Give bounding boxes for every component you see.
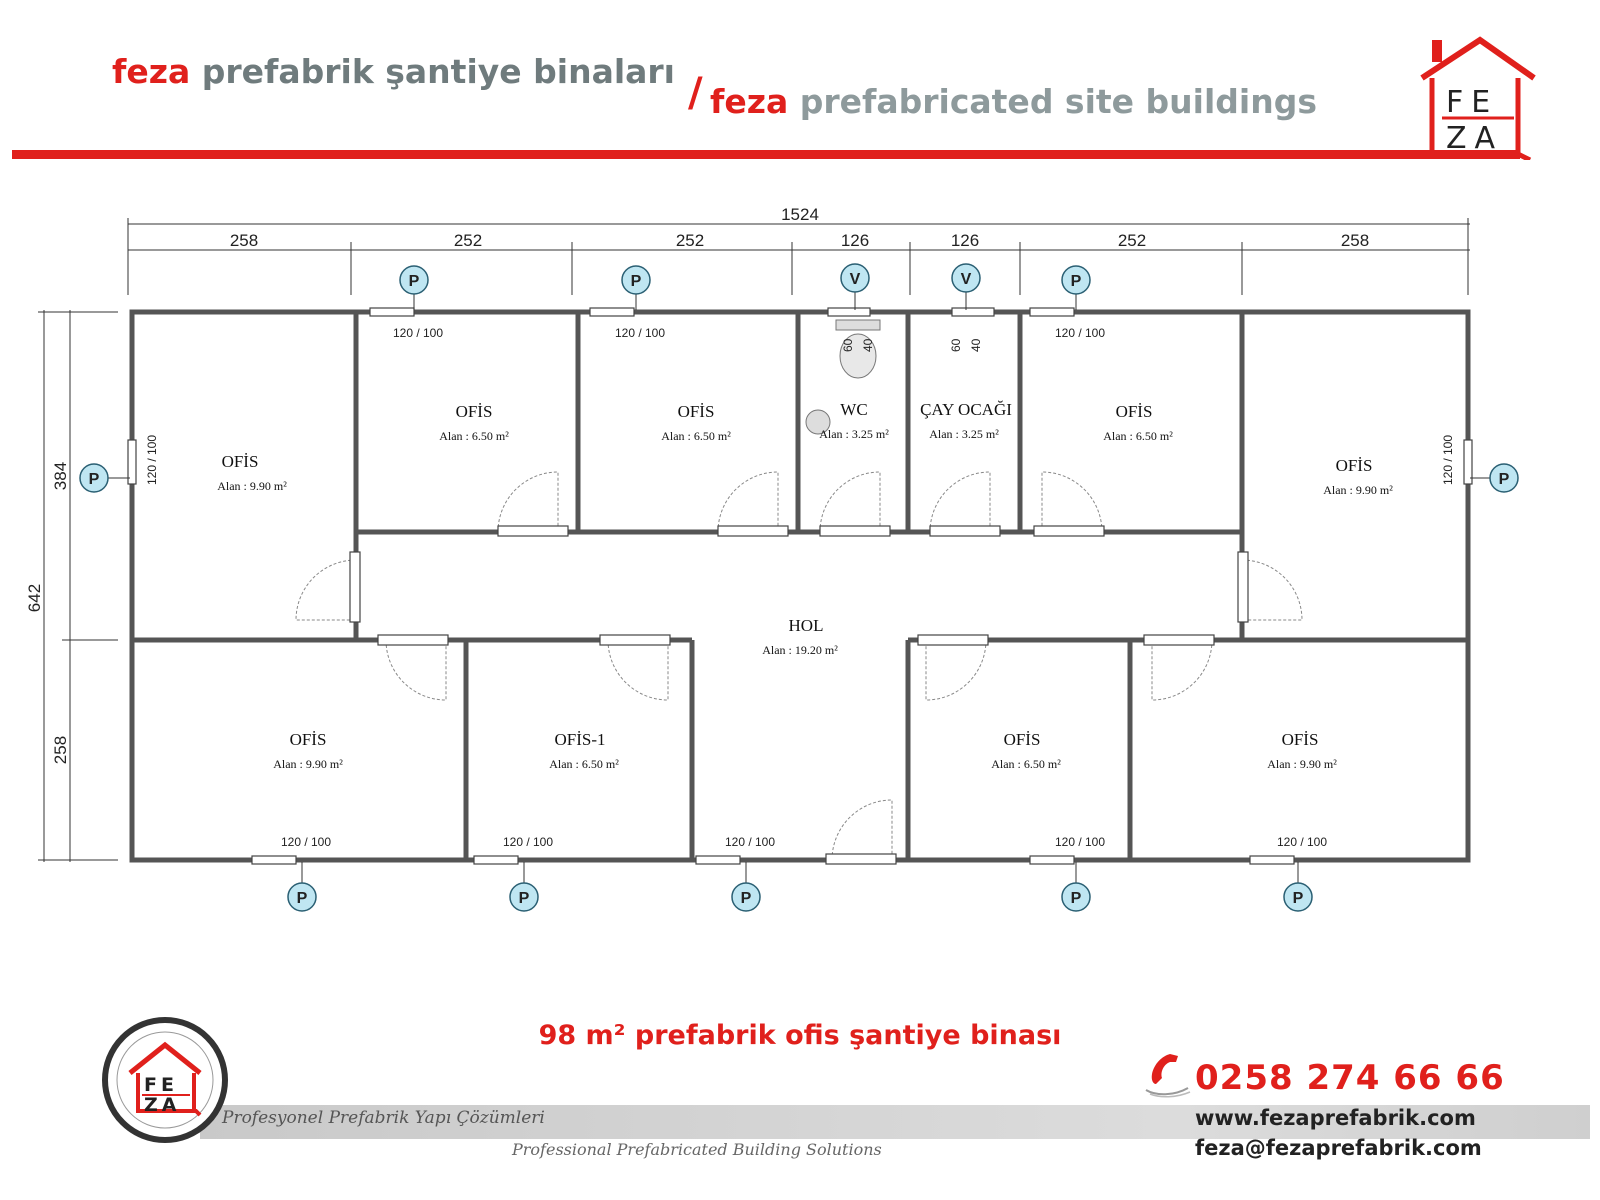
room-name: OFİS xyxy=(289,730,327,749)
window-label: 120 / 100 xyxy=(1054,326,1106,340)
room-name: OFİS xyxy=(677,402,715,421)
v-marker-label: V xyxy=(960,271,972,288)
dim-depth-lower: 258 xyxy=(51,735,70,765)
header-title-tr xyxy=(112,52,675,91)
doors xyxy=(350,526,1248,864)
room-name: HOL xyxy=(788,616,824,635)
window-label: 120 / 100 xyxy=(614,326,666,340)
p-marker-label: P xyxy=(88,471,100,488)
room-area: Alan : 6.50 m² xyxy=(991,757,1061,771)
room-name: OFİS xyxy=(1335,456,1373,475)
p-marker-label: P xyxy=(740,890,752,907)
wc-dim-b: 40 xyxy=(861,338,875,352)
window-label: 120 / 100 xyxy=(392,326,444,340)
cistern-icon xyxy=(836,320,880,330)
window-label: 120 / 100 xyxy=(1441,434,1455,486)
website-link[interactable]: www.fezaprefabrik.com xyxy=(1195,1106,1476,1130)
p-marker-label: P xyxy=(1070,273,1082,290)
room-area: Alan : 19.20 m² xyxy=(762,643,838,657)
p-marker-label: P xyxy=(630,273,642,290)
dim-segment: 252 xyxy=(1117,231,1147,250)
v-marker-icon xyxy=(952,264,980,310)
p-marker-label: P xyxy=(1292,890,1304,907)
window-label: 120 / 100 xyxy=(145,434,159,486)
p-marker-icon xyxy=(510,862,538,911)
room-name: OFİS xyxy=(221,452,259,471)
dim-total-depth: 642 xyxy=(25,583,44,613)
room-name: OFİS xyxy=(1003,730,1041,749)
window-label: 120 / 100 xyxy=(1054,835,1106,849)
window-label: 120 / 100 xyxy=(724,835,776,849)
logo-text-line1: FE xyxy=(1446,85,1499,120)
room-area: Alan : 9.90 m² xyxy=(217,479,287,493)
room-area: Alan : 9.90 m² xyxy=(273,757,343,771)
dim-segment: 252 xyxy=(675,231,705,250)
room-area: Alan : 3.25 m² xyxy=(819,427,889,441)
room-name: OFİS xyxy=(455,402,493,421)
room-area: Alan : 6.50 m² xyxy=(661,429,731,443)
v-marker-label: V xyxy=(849,271,861,288)
room-name: OFİS xyxy=(1115,402,1153,421)
feza-logo-top xyxy=(1418,36,1538,160)
room-name: ÇAY OCAĞI xyxy=(920,400,1012,419)
window-label: 120 / 100 xyxy=(502,835,554,849)
logo-text-line2: ZA xyxy=(1446,121,1504,156)
p-marker-label: P xyxy=(1070,890,1082,907)
dim-segment: 258 xyxy=(1340,231,1370,250)
feza-logo-seal xyxy=(100,1015,230,1145)
slogan-tr: Profesyonel Prefabrik Yapı Çözümleri xyxy=(222,1108,545,1128)
email-link[interactable]: feza@fezaprefabrik.com xyxy=(1195,1136,1482,1160)
p-marker-icon xyxy=(732,862,760,911)
sink-dim-a: 60 xyxy=(949,338,963,352)
floor-plan xyxy=(0,180,1600,1010)
room-name: OFİS-1 xyxy=(554,730,606,749)
dim-segment: 126 xyxy=(950,231,980,250)
header-separator: / xyxy=(688,70,703,116)
p-marker-label: P xyxy=(1498,471,1510,488)
p-marker-icon xyxy=(288,862,316,911)
p-marker-icon xyxy=(1284,862,1312,911)
room-area: Alan : 6.50 m² xyxy=(439,429,509,443)
seal-text-line2: ZA xyxy=(144,1094,181,1116)
room-area: Alan : 3.25 m² xyxy=(929,427,999,441)
p-marker-icon xyxy=(1470,464,1518,492)
phone-number[interactable]: 0258 274 66 66 xyxy=(1195,1058,1505,1098)
p-marker-icon xyxy=(1062,862,1090,911)
walls xyxy=(132,312,1468,860)
seal-text-line1: FE xyxy=(144,1074,178,1096)
header-text-en: prefabricated site buildings xyxy=(799,82,1317,121)
p-marker-icon xyxy=(400,266,428,310)
wc-dim-a: 60 xyxy=(841,338,855,352)
room-area: Alan : 6.50 m² xyxy=(1103,429,1173,443)
dim-segment: 252 xyxy=(453,231,483,250)
room-area: Alan : 9.90 m² xyxy=(1323,483,1393,497)
room-name: OFİS xyxy=(1281,730,1319,749)
p-marker-icon xyxy=(622,266,650,310)
header-title-en xyxy=(710,82,1317,121)
dim-segment: 126 xyxy=(840,231,870,250)
room-name: WC xyxy=(840,400,868,419)
sink-dim-b: 40 xyxy=(969,338,983,352)
header-brand-tr: feza xyxy=(112,52,191,91)
p-marker-icon xyxy=(80,464,130,492)
plan-subtitle: 98 m² prefabrik ofis şantiye binası xyxy=(538,1020,1062,1051)
dim-total-width: 1524 xyxy=(781,205,819,224)
v-marker-icon xyxy=(841,264,869,310)
header-rule xyxy=(12,150,1520,159)
window-label: 120 / 100 xyxy=(1276,835,1328,849)
p-marker-label: P xyxy=(296,890,308,907)
window-label: 120 / 100 xyxy=(280,835,332,849)
header-brand-en: feza xyxy=(710,82,789,121)
slogan-en: Professional Prefabricated Building Solutions xyxy=(512,1140,882,1159)
dim-depth-upper: 384 xyxy=(51,461,70,491)
header-text-tr: prefabrik şantiye binaları xyxy=(201,52,675,91)
p-marker-label: P xyxy=(408,273,420,290)
p-marker-label: P xyxy=(518,890,530,907)
room-area: Alan : 6.50 m² xyxy=(549,757,619,771)
p-marker-icon xyxy=(1062,266,1090,310)
room-area: Alan : 9.90 m² xyxy=(1267,757,1337,771)
dim-segment: 258 xyxy=(229,231,259,250)
phone-icon xyxy=(1140,1050,1196,1100)
